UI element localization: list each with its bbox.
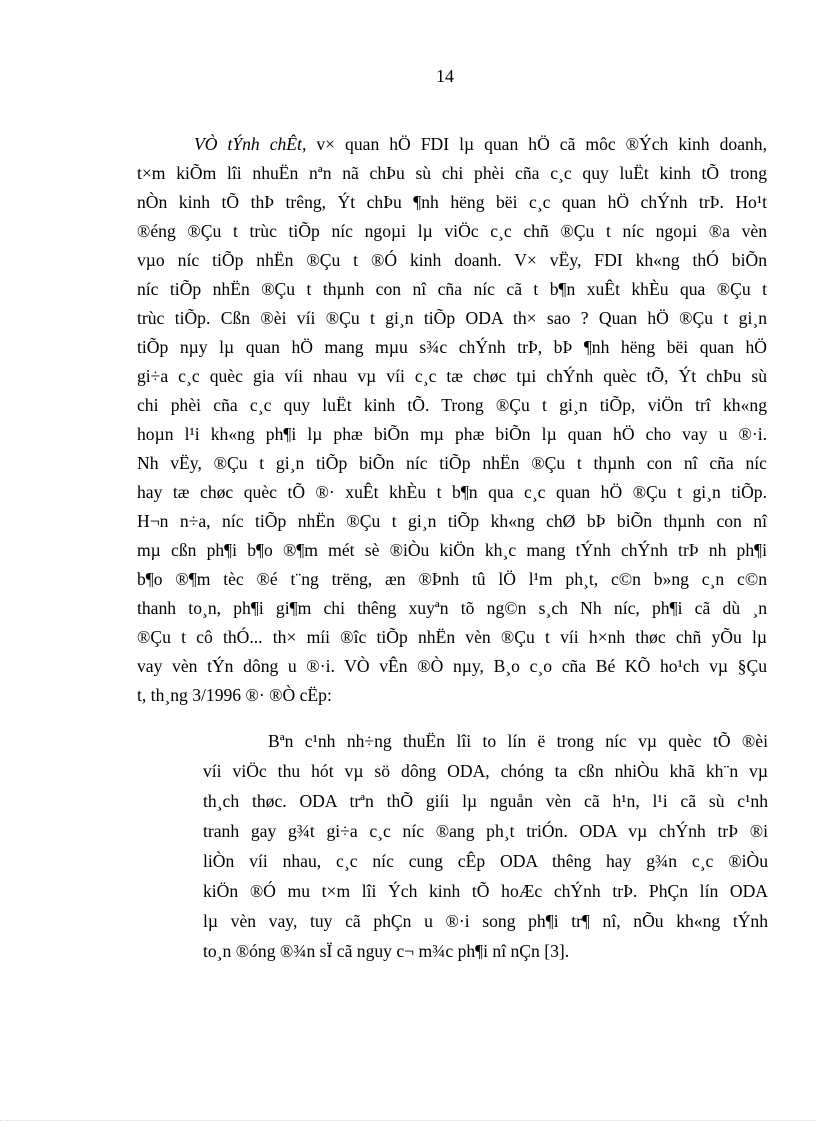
paragraph-line: ®Çu t cô thÓ... th× míi ®îc tiÕp nhËn vèn ®Çu t víi h×nh thøc chñ yÕu lµ <box>137 627 767 647</box>
paragraph-line: tiÕp nµy lµ quan hÖ mang mµu s¾c chÝnh trÞ, bÞ ¶nh hëng bëi quan hÖ <box>137 337 767 357</box>
paragraph-line: t×m kiÕm lîi nhuËn nªn nã chÞu sù chi phèi cña c¸c quy luËt kinh tÕ trong <box>137 163 767 183</box>
paragraph-line: vay vèn tÝn dông u ®·i. VÒ vÊn ®Ò nµy, B¸o c¸o cña Bé KÕ ho¹ch vµ §Çu <box>137 656 767 676</box>
paragraph-line: nÒn kinh tÕ thÞ trêng, Ýt chÞu ¶nh hëng bëi c¸c quan hÖ chÝnh trÞ. Ho¹t <box>137 192 767 212</box>
quote-line: kiÖn ®Ó mu t×m lîi Ých kinh tÕ hoÆc chÝnh trÞ. PhÇn lín ODA <box>203 881 768 901</box>
paragraph-line: chi phèi cña c¸c quy luËt kinh tÕ. Trong ®Çu t gi¸n tiÕp, viÖn trî kh«ng <box>137 395 767 415</box>
paragraph-line: níc tiÕp nhËn ®Çu t thµnh con nî cña níc cã t b¶n xuÊt khÈu qua ®Çu t <box>137 279 767 299</box>
quote-line: to¸n ®óng ®¾n sÏ cã nguy c¬ m¾c ph¶i nî nÇn [3]. <box>203 941 570 961</box>
page-bottom-divider <box>0 1120 816 1121</box>
paragraph-line <box>137 130 767 159</box>
paragraph-line: Nh vËy, ®Çu t gi¸n tiÕp biÕn níc tiÕp nhËn ®Çu t thµnh con nî cña níc <box>137 453 767 473</box>
paragraph-line: H¬n n÷a, níc tiÕp nhËn ®Çu t gi¸n tiÕp kh«ng chØ bÞ biÕn thµnh con nî <box>137 511 767 531</box>
page-number: 14 <box>436 66 454 86</box>
block-quote <box>203 726 768 966</box>
paragraph-line: mµ cßn ph¶i b¶o ®¶m mét sè ®iÒu kiÖn kh¸c mang tÝnh chÝnh trÞ nh ph¶i <box>137 540 767 560</box>
paragraph-line: t, th¸ng 3/1996 ®· ®Ò cËp: <box>137 685 332 705</box>
paragraph-line: b¶o ®¶m tèc ®é t¨ng trëng, æn ®Þnh tû lÖ l¹m ph¸t, c©n b»ng c¸n c©n <box>137 569 767 589</box>
italic-lead-text: VÒ tÝnh chÊt, <box>194 134 307 154</box>
paragraph-line: vµo níc tiÕp nhËn ®Çu t ®Ó kinh doanh. V× vËy, FDI kh«ng thÓ biÕn <box>137 250 767 270</box>
paragraph-line: hoµn l¹i kh«ng ph¶i lµ phæ biÕn mµ phæ biÕn lµ quan hÖ cho vay u ®·i. <box>137 424 767 444</box>
paragraph-line: gi÷a c¸c quèc gia víi nhau vµ víi c¸c tæ chøc tµi chÝnh quèc tÕ, Ýt chÞu sù <box>137 366 767 386</box>
quote-line: liÒn víi nhau, c¸c níc cung cÊp ODA thêng hay g¾n c¸c ®iÒu <box>203 851 768 871</box>
body-paragraph <box>137 130 767 710</box>
quote-line: lµ vèn vay, tuy cã phÇn u ®·i song ph¶i tr¶ nî, nÕu kh«ng tÝnh <box>203 911 768 931</box>
paragraph-line: trùc tiÕp. Cßn ®èi víi ®Çu t gi¸n tiÕp ODA th× sao ? Quan hÖ ®Çu t gi¸n <box>137 308 767 328</box>
quote-line: tranh gay g¾t gi÷a c¸c níc ®ang ph¸t triÓn. ODA vµ chÝnh trÞ ®i <box>203 821 768 841</box>
paragraph-line-text: v× quan hÖ FDI lµ quan hÖ cã môc ®Ých kinh doanh, <box>306 134 767 154</box>
quote-line: Bªn c¹nh nh÷ng thuËn lîi to lín ë trong níc vµ quèc tÕ ®èi <box>268 731 768 751</box>
quote-line: víi viÖc thu hót vµ sö dông ODA, chóng ta cßn nhiÒu khã kh¨n vµ <box>203 761 768 781</box>
quote-line: th¸ch thøc. ODA trªn thÕ giíi lµ nguån vèn cã h¹n, l¹i cã sù c¹nh <box>203 791 768 811</box>
paragraph-line: thanh to¸n, ph¶i gi¶m chi thêng xuyªn tõ ng©n s¸ch Nh níc, ph¶i cã dù ¸n <box>137 598 767 618</box>
paragraph-line: ®éng ®Çu t trùc tiÕp níc ngoµi lµ viÖc c¸c chñ ®Çu t níc ngoµi ®a vèn <box>137 221 767 241</box>
paragraph-line: hay tæ chøc quèc tÕ ®· xuÊt khÈu t b¶n qua c¸c quan hÖ ®Çu t gi¸n tiÕp. <box>137 482 767 502</box>
